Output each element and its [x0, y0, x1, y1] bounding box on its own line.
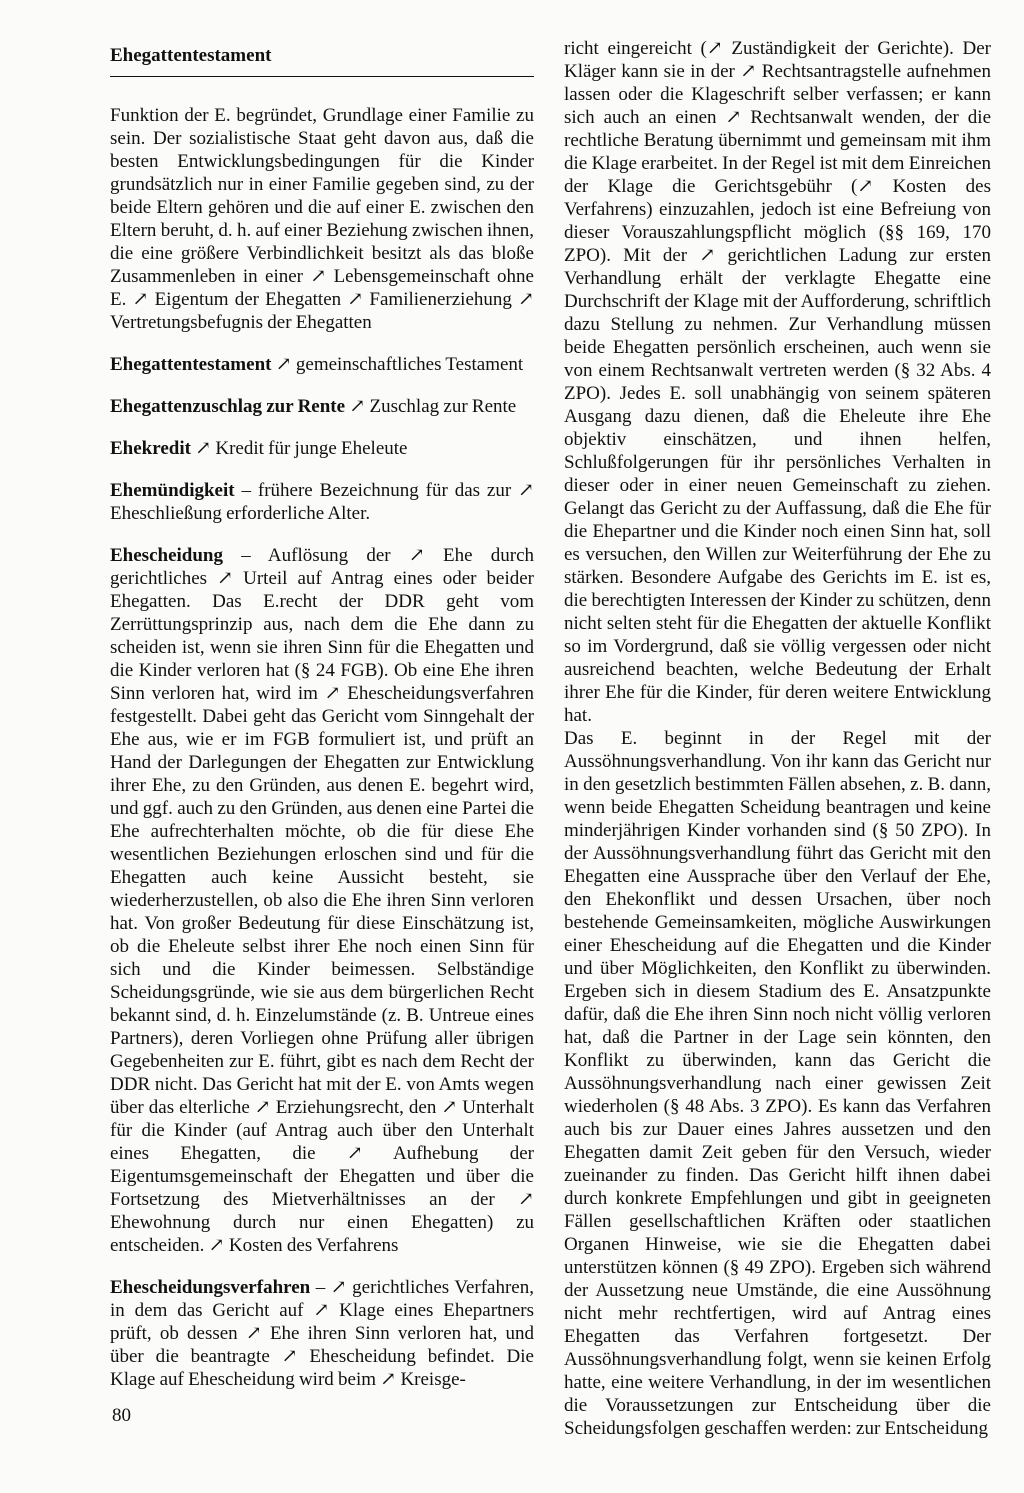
right-paragraph: Das E. beginnt in der Regel mit der Aussöhnungsverhandlung. Von ihr kann das Gericht nur in den gesetzlich bestimmten Fällen absehen, z. B. dann, wenn beide Ehegatten Scheidung beantragen und keine minderjährigen Kinder vorhanden sind (§ 50 ZPO). In der Aussöhnungsverhandlung führt das Gericht mit den Ehegatten eine Aussprache über den Verlauf der Ehe, den Ehekonflikt und dessen Ursachen, über noch bestehende Gemeinsamkeiten, mögliche Auswirkungen einer Ehescheidung auf die Ehegatten und die Kinder und über Möglichkeiten, den Konflikt zu überwinden. Ergeben sich in diesem Stadium des E. Ansatzpunkte dafür, daß die Ehe ihren Sinn noch nicht völlig verloren hat, daß die Partner in der Lage sein könnten, den Konflikt zu überwinden, kann das Gericht die Aussöhnungsverhandlung nach einer gewissen Zeit wiederholen (§ 48 Abs. 3 ZPO). Es kann das Verfahren auch bis zur Dauer eines Jahres aussetzen und den Ehegatten damit Zeit geben für den Versuch, wieder zueinander zu finden. Das Gericht hilft ihnen dabei durch konkrete Empfehlungen und gibt in geeigneten Fällen gesellschaftlichen Kräften oder staatlichen Organen Hinweise, wie sie die Ehegatten dabei unterstützen können (§ 49 ZPO). Ergeben sich während der Aussetzung neue Umstände, die eine Aussöhnung nicht mehr rechtfertigen, wird auf Antrag eines Ehegatten das Verfahren fortgesetzt. Der Aussöhnungsverhandlung folgt, wenn sie keinen Erfolg hatte, eine weitere Verhandlung, in der im wesentlichen die Voraussetzungen zur Entscheidung über die Scheidungsfolgen geschaffen werden: zur Entscheidung	[564, 728, 991, 1439]
entry-ehegattenzuschlag	[110, 395, 534, 418]
entry-term: Ehekredit	[110, 438, 191, 459]
entry-text: ↗ Kredit für junge Eheleute	[190, 438, 408, 459]
running-head-title: Ehegattentestament	[110, 45, 272, 66]
entry-text: – ↗ gerichtliches Verfahren, in dem das Gericht auf ↗ Klage eines Ehepartners prüft, ob dessen ↗ Ehe ihren Sinn verloren hat, und über die beantragte ↗ Ehescheidung befindet. Die Klage auf Ehescheidung wird beim ↗ Kreisge-	[110, 1277, 534, 1390]
entry-term: Ehegattentestament	[110, 354, 272, 375]
entry-ehescheidungsverfahren	[110, 1276, 534, 1391]
entry-text: ↗ Zuschlag zur Rente	[345, 396, 517, 417]
entry-ehegattentestament	[110, 353, 534, 376]
entry-ehescheidung	[110, 544, 534, 1257]
entry-term: Ehegattenzuschlag zur Rente	[110, 396, 346, 417]
entry-term: Ehemündigkeit	[110, 480, 235, 501]
entry-continuation	[110, 104, 534, 334]
right-paragraph: richt eingereicht (↗ Zuständigkeit der Gerichte). Der Kläger kann sie in der ↗ Rechtsantragstelle aufnehmen lassen oder die Klageschrift selber verfassen; er kann sich auch an einen ↗ Rechtsanwalt wenden, der die rechtliche Beratung übernimmt und gemeinsam mit ihm die Klage erarbeitet. In der Regel ist mit dem Einreichen der Klage die Gerichtsgebühr (↗ Kosten des Verfahrens) einzuzahlen, jedoch ist eine Befreiung von dieser Vorauszahlungspflicht möglich (§§ 169, 170 ZPO). Mit der ↗ gerichtlichen Ladung zur ersten Verhandlung erhält der verklagte Ehegatte eine Durchschrift der Klage mit der Aufforderung, schriftlich dazu Stellung zu nehmen. Zur Verhandlung müssen beide Ehegatten persönlich erscheinen, auch wenn sie von einem Rechtsanwalt vertreten werden (§ 32 Abs. 4 ZPO). Jedes E. soll unabhängig von seinem späteren Ausgang dazu dienen, daß die Eheleute ihre Ehe objektiv einschätzen, und ihnen helfen, Schlußfolgerungen für ihr persönliches Verhalten in dieser oder in einer neuen Gemeinschaft zu ziehen. Gelangt das Gericht zu der Auffassung, daß die Ehe für die Ehepartner und die Kinder noch einen Sinn hat, soll es versuchen, den Willen zur Weiterführung der Ehe zu stärken. Besondere Aufgabe des Gerichts im E. ist es, die berechtigten Interessen der Kinder zu schützen, denn nicht selten steht für die Ehegatten der aktuelle Konflikt so im Vordergrund, daß sie völlig vergessen oder nicht ausreichend beachten, welche Bedeutung der Erhalt ihrer Ehe für die Kinder, für deren weitere Entwicklung hat.	[564, 38, 991, 726]
header-rule	[110, 76, 534, 77]
running-header	[110, 44, 534, 68]
left-column	[110, 104, 534, 1410]
entry-text: ↗ gemeinschaftliches Testament	[271, 354, 524, 375]
entry-ehekredit	[110, 437, 534, 460]
entry-term: Ehescheidung	[110, 545, 223, 566]
entry-ehemuendigkeit	[110, 479, 534, 525]
entry-text: – Auflösung der ↗ Ehe durch gerichtliches ↗ Urteil auf Antrag eines oder beider Ehegatten. Das E.recht der DDR geht vom Zerrüttungsprinzip aus, nach dem die Ehe dann zu scheiden ist, wenn sie ihren Sinn für die Ehegatten und die Kinder verloren hat (§ 24 FGB). Ob eine Ehe ihren Sinn verloren hat, wird im ↗ Ehescheidungsverfahren festgestellt. Dabei geht das Gericht vom Sinngehalt der Ehe aus, wie er im FGB formuliert ist, und prüft an Hand der Darlegungen der Ehegatten zur Entwicklung ihrer Ehe, zu den Gründen, aus denen E. begehrt wird, und ggf. auch zu den Gründen, aus denen eine Partei die Ehe aufrechterhalten möchte, ob die für diese Ehe wesentlichen Beziehungen erloschen sind und für die Ehegatten auch keine Aussicht besteht, sie wiederherzustellen, ob also die Ehe ihren Sinn verloren hat. Von großer Bedeutung für diese Einschätzung ist, ob die Eheleute selbst ihrer Ehe noch einen Sinn für sich und die Kinder beimessen. Selbständige Scheidungsgründe, wie sie aus dem bürgerlichen Recht bekannt sind, d. h. Einzelumstände (z. B. Untreue eines Partners), deren Vorliegen ohne Prüfung aller übrigen Gegebenheiten zur E. führt, gibt es nach dem Recht der DDR nicht. Das Gericht hat mit der E. von Amts wegen über das elterliche ↗ Erziehungsrecht, den ↗ Unterhalt für die Kinder (auf Antrag auch über den Unterhalt eines Ehegatten, die ↗ Aufhebung der Eigentumsgemeinschaft der Ehegatten und über die Fortsetzung des Mietverhältnisses an der ↗ Ehewohnung durch nur einen Ehegatten) zu entscheiden. ↗ Kosten des Verfahrens	[110, 545, 534, 1256]
page-number: 80	[112, 1405, 131, 1426]
right-column	[564, 37, 991, 1440]
entry-term: Ehescheidungsverfahren	[110, 1277, 311, 1298]
entry-text: – frühere Bezeichnung für das zur ↗ Eheschließung erforderliche Alter.	[110, 480, 534, 524]
entry-text: Funktion der E. begründet, Grundlage einer Familie zu sein. Der sozialistische Staat geht davon aus, daß die besten Entwicklungsbedingungen für die Kinder grundsätzlich nur in einer Familie gegeben sind, zu der beide Eltern gehören und die auf einer E. zwischen den Eltern beruht, d. h. auf einer Beziehung zwischen ihnen, die eine größere Verbindlichkeit besitzt als das bloße Zusammenleben in einer ↗ Lebensgemeinschaft ohne E. ↗ Eigentum der Ehegatten ↗ Familienerziehung ↗ Vertretungsbefugnis der Ehegatten	[110, 105, 534, 333]
